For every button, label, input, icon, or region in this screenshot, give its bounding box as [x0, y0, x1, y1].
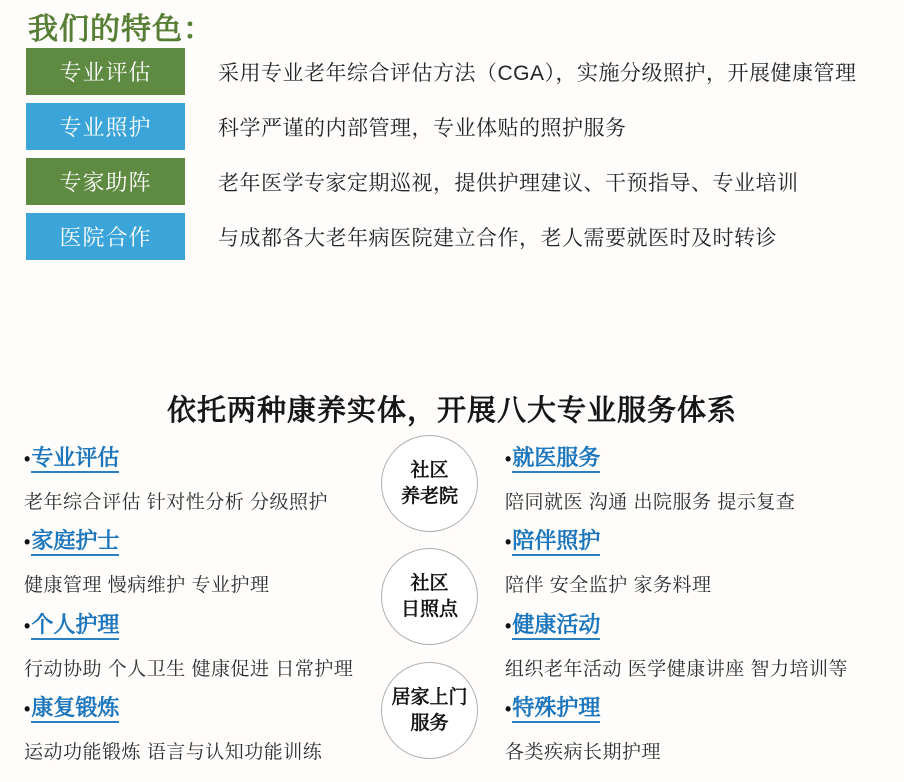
service-desc: 运动功能锻炼 语言与认知功能训练: [24, 742, 323, 763]
feature-row: [26, 158, 799, 205]
service-link[interactable]: 康复锻炼: [31, 695, 119, 723]
bullet-icon: •: [24, 616, 31, 636]
bullet-icon: •: [505, 616, 512, 636]
service-item: [24, 444, 328, 514]
feature-tag: 专家助阵: [26, 158, 185, 205]
service-desc: 陪伴 安全监护 家务料理: [505, 575, 712, 596]
service-item: [505, 444, 795, 514]
service-desc: 行动协助 个人卫生 健康促进 日常护理: [24, 659, 354, 680]
feature-tag: 专业评估: [26, 48, 185, 95]
entity-line: 养老院: [400, 485, 458, 507]
service-item: [24, 527, 270, 597]
service-heading: [505, 444, 795, 473]
entity-line: 居家上门: [391, 686, 468, 708]
bullet-icon: •: [505, 449, 512, 469]
service-item: [24, 694, 322, 764]
service-link[interactable]: 个人护理: [31, 612, 119, 640]
feature-desc: 采用专业老年综合评估方法（CGA），实施分级照护，开展健康管理: [218, 61, 857, 85]
entity-circle-home-visit: [381, 662, 478, 759]
service-link[interactable]: 专业评估: [31, 445, 119, 473]
service-desc: 组织老年活动 医学健康讲座 智力培训等: [505, 659, 849, 680]
service-item: [505, 611, 848, 681]
service-heading: [24, 611, 353, 640]
service-heading: [24, 527, 270, 556]
service-heading: [24, 694, 322, 723]
service-link[interactable]: 健康活动: [512, 612, 600, 640]
feature-tag: 医院合作: [26, 213, 185, 260]
service-link[interactable]: 陪伴照护: [512, 528, 600, 556]
feature-row: [26, 103, 627, 150]
service-item: [505, 694, 661, 764]
feature-desc: 与成都各大老年病医院建立合作，老人需要就医时及时转诊: [218, 226, 777, 250]
bullet-icon: •: [24, 699, 31, 719]
entity-line: 日照点: [400, 598, 458, 620]
feature-desc: 科学严谨的内部管理，专业体贴的照护服务: [218, 116, 627, 140]
service-heading: [505, 611, 848, 640]
feature-desc: 老年医学专家定期巡视，提供护理建议、干预指导、专业培训: [218, 171, 799, 195]
service-heading: [505, 694, 661, 723]
entity-line: 社区: [410, 572, 449, 594]
bullet-icon: •: [505, 532, 512, 552]
service-link[interactable]: 特殊护理: [512, 695, 600, 723]
service-link[interactable]: 就医服务: [512, 445, 600, 473]
service-item: [24, 611, 353, 681]
entity-line: 社区: [410, 459, 449, 481]
service-desc: 健康管理 慢病维护 专业护理: [24, 575, 270, 596]
service-item: [505, 527, 712, 597]
service-system-title: 依托两种康养实体，开展八大专业服务体系: [166, 395, 737, 427]
service-desc: 各类疾病长期护理: [505, 742, 662, 763]
service-heading: [24, 444, 328, 473]
feature-tag: 专业照护: [26, 103, 185, 150]
service-desc: 陪同就医 沟通 出院服务 提示复查: [505, 492, 796, 513]
bullet-icon: •: [24, 449, 31, 469]
bullet-icon: •: [24, 532, 31, 552]
feature-row: [26, 48, 857, 95]
bullet-icon: •: [505, 699, 512, 719]
features-title: 我们的特色：: [28, 13, 214, 46]
service-desc: 老年综合评估 针对性分析 分级照护: [24, 492, 329, 513]
service-link[interactable]: 家庭护士: [31, 528, 119, 556]
feature-row: [26, 213, 777, 260]
entity-circle-community-daycare: [381, 548, 478, 645]
service-heading: [505, 527, 712, 556]
entity-line: 服务: [410, 712, 449, 734]
entity-circle-community-nursing-home: [381, 435, 478, 532]
